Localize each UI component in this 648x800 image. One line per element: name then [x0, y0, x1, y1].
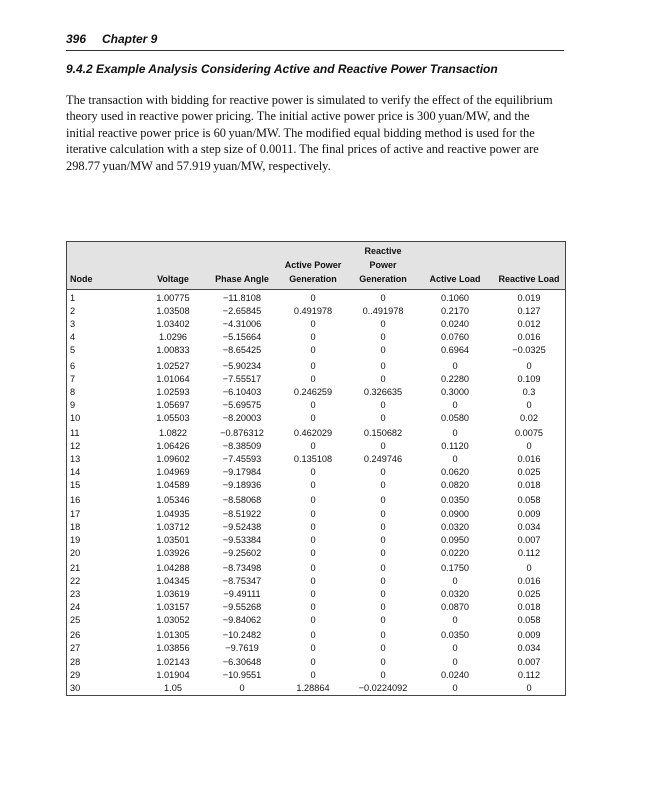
- table-cell: 0.0320: [440, 589, 470, 600]
- table-cell: −0.0325: [512, 345, 546, 356]
- table-cell: 0.491978: [293, 306, 333, 317]
- table-row: [67, 399, 565, 412]
- table-cell: 0.018: [517, 602, 541, 613]
- table-cell: −9.17984: [222, 467, 262, 478]
- table-cell: 0.009: [517, 630, 541, 641]
- table-row: [67, 588, 565, 601]
- table-cell: 0.012: [517, 319, 541, 330]
- table-cell: 0: [452, 615, 458, 626]
- table-cell: 0: [310, 441, 316, 452]
- table-cell: 0: [310, 576, 316, 587]
- table-cell: 0: [380, 495, 386, 506]
- table-cell: 0.025: [517, 467, 541, 478]
- table-cell: −9.18936: [222, 480, 262, 491]
- table-cell: −5.90234: [222, 360, 262, 371]
- table-cell: −8.20003: [222, 412, 262, 423]
- table-cell: 0: [380, 480, 386, 491]
- table-row: [67, 425, 565, 440]
- page-header: [66, 30, 564, 51]
- table-cell: 1.03052: [156, 615, 190, 626]
- table-cell: 7: [70, 373, 76, 384]
- table-cell: 0: [310, 345, 316, 356]
- table-cell: 0.007: [517, 656, 541, 667]
- table-row: [67, 642, 565, 655]
- table-cell: −9.25602: [222, 547, 262, 558]
- table-cell: 0: [380, 547, 386, 558]
- table-cell: 0.016: [517, 576, 541, 587]
- col-header-phase-angle: Phase Angle: [207, 242, 277, 290]
- table-cell: 1.04589: [156, 480, 190, 491]
- table-cell: 1.03712: [156, 521, 190, 532]
- table-cell: 0.2170: [440, 306, 470, 317]
- table-cell: 0: [310, 480, 316, 491]
- table-cell: 0.127: [517, 306, 541, 317]
- table-body: [67, 290, 565, 695]
- table-cell: −2.65845: [222, 306, 262, 317]
- table-cell: 1.05346: [156, 495, 190, 506]
- table-cell: 0.058: [517, 495, 541, 506]
- table-cell: 0: [310, 547, 316, 558]
- table-cell: 20: [70, 547, 81, 558]
- table-row: [67, 453, 565, 466]
- table-cell: 0.462029: [293, 427, 333, 438]
- table-cell: 0: [380, 562, 386, 573]
- table-cell: 15: [70, 480, 81, 491]
- table-row: [67, 290, 565, 306]
- table-cell: −8.75347: [222, 576, 262, 587]
- table-cell: 0.0870: [440, 602, 470, 613]
- table-cell: 0: [310, 589, 316, 600]
- table-cell: 1.28864: [296, 682, 330, 693]
- table-row: [67, 656, 565, 669]
- table-cell: 0: [310, 669, 316, 680]
- table-cell: 0: [310, 562, 316, 573]
- table-cell: −9.53384: [222, 534, 262, 545]
- table-cell: −0.876312: [220, 427, 264, 438]
- table-row: [67, 575, 565, 588]
- table-cell: 10: [70, 412, 81, 423]
- table-cell: 0: [526, 360, 532, 371]
- table-cell: 0: [380, 602, 386, 613]
- table-cell: 0: [310, 630, 316, 641]
- table-cell: 0: [310, 534, 316, 545]
- table-cell: 26: [70, 630, 81, 641]
- table-cell: 18: [70, 521, 81, 532]
- table-row: [67, 627, 565, 642]
- table-cell: 1.02143: [156, 656, 190, 667]
- table-cell: 0: [380, 332, 386, 343]
- table-cell: 28: [70, 656, 81, 667]
- table-cell: 0.0220: [440, 547, 470, 558]
- table-cell: 13: [70, 454, 81, 465]
- table-row: [67, 492, 565, 507]
- table-cell: 0.034: [517, 643, 541, 654]
- table-cell: 0.0350: [440, 495, 470, 506]
- table-cell: 23: [70, 589, 81, 600]
- table-cell: 0.135108: [293, 454, 333, 465]
- col-header-reactive-generation: Reactive Power Generation: [349, 242, 417, 290]
- table-cell: 0: [452, 427, 458, 438]
- table-cell: 0: [380, 319, 386, 330]
- table-row: [67, 466, 565, 479]
- section-title: 9.4.2 Example Analysis Considering Active and Reactive Power Transaction: [66, 62, 498, 76]
- table-cell: −8.58068: [222, 495, 262, 506]
- table-row: [67, 373, 565, 386]
- table-cell: 1.04969: [156, 467, 190, 478]
- table-cell: 1.03402: [156, 319, 190, 330]
- table-cell: 0: [310, 293, 316, 304]
- table-cell: 0.6964: [440, 345, 470, 356]
- table-cell: 1.03501: [156, 534, 190, 545]
- table-cell: 0: [380, 412, 386, 423]
- table-cell: 0: [310, 412, 316, 423]
- table-cell: 0.018: [517, 480, 541, 491]
- table-cell: 1.00775: [156, 293, 190, 304]
- table-cell: 0.016: [517, 454, 541, 465]
- table-cell: −5.15664: [222, 332, 262, 343]
- table-cell: 0: [380, 669, 386, 680]
- table-cell: 0: [452, 360, 458, 371]
- table-cell: 0: [310, 467, 316, 478]
- table-cell: 0.0320: [440, 521, 470, 532]
- table-cell: −8.51922: [222, 508, 262, 519]
- table-cell: 17: [70, 508, 81, 519]
- table-cell: 0.0075: [514, 427, 544, 438]
- table-cell: 0: [310, 319, 316, 330]
- table-cell: −9.7619: [225, 643, 259, 654]
- table-cell: −7.45593: [222, 454, 262, 465]
- table-row: [67, 669, 565, 682]
- table-cell: 1.04288: [156, 562, 190, 573]
- table-cell: 0: [452, 656, 458, 667]
- table-cell: 0.1750: [440, 562, 470, 573]
- table-cell: 1.01064: [156, 373, 190, 384]
- table-cell: 19: [70, 534, 81, 545]
- col-header-reactive-load: Reactive Load: [493, 242, 565, 290]
- table-cell: 0.246259: [293, 386, 333, 397]
- table-cell: −7.55517: [222, 373, 262, 384]
- table-cell: −9.55268: [222, 602, 262, 613]
- col-header-active-generation: Active Power Generation: [277, 242, 349, 290]
- table-cell: 0: [380, 293, 386, 304]
- table-cell: 0: [310, 373, 316, 384]
- table-cell: 0.249746: [363, 454, 403, 465]
- col-header-node: Node: [67, 242, 139, 290]
- table-cell: −5.69575: [222, 399, 262, 410]
- table-cell: 29: [70, 669, 81, 680]
- table-cell: 0.016: [517, 332, 541, 343]
- table-cell: 0: [380, 643, 386, 654]
- table-cell: 0.1120: [441, 441, 469, 452]
- table-cell: 22: [70, 576, 81, 587]
- table-cell: 0.0240: [440, 669, 470, 680]
- table-cell: 0: [452, 576, 458, 587]
- table-cell: 3: [70, 319, 76, 330]
- table-cell: 0: [380, 345, 386, 356]
- table-cell: −11.8108: [223, 293, 261, 304]
- table-cell: 25: [70, 615, 81, 626]
- table-cell: −8.38509: [222, 441, 262, 452]
- table-cell: 0.3000: [440, 386, 470, 397]
- table-row: [67, 412, 565, 425]
- table-cell: 0.0620: [440, 467, 470, 478]
- table-cell: −4.31006: [222, 319, 262, 330]
- table-cell: 0: [380, 576, 386, 587]
- table-row: [67, 682, 565, 695]
- table-cell: 5: [70, 345, 76, 356]
- table-cell: 0: [380, 508, 386, 519]
- table-cell: 0.025: [517, 589, 541, 600]
- table-cell: 0.0350: [440, 630, 470, 641]
- table-cell: 0: [310, 643, 316, 654]
- table-cell: 0: [310, 332, 316, 343]
- table-row: [67, 521, 565, 534]
- table-row: [67, 560, 565, 575]
- table-cell: 1: [70, 293, 76, 304]
- table-row: [67, 331, 565, 344]
- table-cell: 0: [526, 441, 532, 452]
- table-cell: 1.02527: [156, 360, 190, 371]
- table-row: [67, 440, 565, 453]
- table-cell: 1.03157: [156, 602, 190, 613]
- table-cell: −10.2482: [222, 630, 262, 641]
- table-cell: 0.326635: [363, 386, 403, 397]
- table-cell: 0: [310, 615, 316, 626]
- table-cell: −9.52438: [222, 521, 262, 532]
- body-paragraph: The transaction with bidding for reactive power is simulated to verify the effect of the equilibrium theory used in reactive power pricing. The initial active power price is 300 yuan/MW, and the initial reactive power price is 60 yuan/MW. The modified equal bidding method is used for the iterative calculation with a step size of 0.0011. The final prices of active and reactive power are 298.77 yuan/MW and 57.919 yuan/MW, respectively.: [66, 93, 553, 173]
- table-cell: 0: [310, 495, 316, 506]
- table-cell: 0: [452, 643, 458, 654]
- table-cell: 0.0820: [440, 480, 470, 491]
- table-cell: 0.02: [520, 412, 538, 423]
- table-cell: 27: [70, 643, 81, 654]
- table-cell: 0: [380, 373, 386, 384]
- table-cell: 0.109: [517, 373, 541, 384]
- table-row: [67, 318, 565, 331]
- table-cell: 0: [310, 521, 316, 532]
- table-cell: 1.05697: [156, 399, 190, 410]
- table-cell: 0: [310, 399, 316, 410]
- table-cell: 0.034: [517, 521, 541, 532]
- table-cell: 0.0760: [440, 332, 470, 343]
- table-cell: 0: [380, 534, 386, 545]
- table-cell: 0: [380, 589, 386, 600]
- table-row: [67, 357, 565, 372]
- table-cell: 0.0240: [440, 319, 470, 330]
- table-cell: 0: [310, 602, 316, 613]
- table-cell: 1.04345: [156, 576, 190, 587]
- table-cell: 0: [380, 521, 386, 532]
- table-cell: −6.30648: [222, 656, 262, 667]
- table-cell: 1.01305: [156, 630, 190, 641]
- table-cell: 0.019: [517, 293, 541, 304]
- table-cell: 1.03926: [156, 547, 190, 558]
- table-cell: 0.112: [517, 669, 541, 680]
- table-cell: 1.0822: [158, 427, 188, 438]
- table-cell: 4: [70, 332, 76, 343]
- table-cell: 1.03856: [156, 643, 190, 654]
- table-cell: 0: [526, 399, 532, 410]
- table-cell: 16: [70, 495, 81, 506]
- table-cell: 12: [70, 441, 81, 452]
- table-row: [67, 479, 565, 492]
- table-cell: 0: [380, 467, 386, 478]
- table-cell: 1.03619: [156, 589, 190, 600]
- table-cell: 1.06426: [156, 441, 190, 452]
- table-cell: 0: [452, 454, 458, 465]
- table-row: [67, 344, 565, 357]
- table-cell: 1.05503: [156, 412, 190, 423]
- table-cell: 0.0950: [440, 534, 470, 545]
- table-cell: 0: [380, 630, 386, 641]
- table-cell: −9.84062: [222, 615, 262, 626]
- table-cell: 1.04935: [156, 508, 190, 519]
- table-cell: 0: [310, 360, 316, 371]
- table-cell: 0: [380, 441, 386, 452]
- table-cell: 0..491978: [362, 306, 404, 317]
- table-row: [67, 305, 565, 318]
- table-cell: −9.49111: [223, 589, 261, 600]
- chapter-label: Chapter 9: [102, 32, 158, 46]
- table-cell: 0: [526, 682, 532, 693]
- table-cell: 9: [70, 399, 76, 410]
- page-number: 396: [66, 32, 87, 46]
- table-cell: 0: [310, 656, 316, 667]
- table-row: [67, 534, 565, 547]
- table-row: [67, 547, 565, 560]
- table-cell: 0.2280: [440, 373, 470, 384]
- table-cell: 0.009: [517, 508, 541, 519]
- table-row: [67, 508, 565, 521]
- table-cell: 0.112: [517, 547, 541, 558]
- table-cell: 0: [380, 360, 386, 371]
- col-header-active-load: Active Load: [417, 242, 493, 290]
- table-cell: −10.9551: [222, 669, 262, 680]
- table-cell: 24: [70, 602, 81, 613]
- table-cell: 0.0580: [440, 412, 470, 423]
- table-cell: 1.03508: [156, 306, 190, 317]
- table-cell: 1.01904: [156, 669, 190, 680]
- table-cell: 0: [380, 399, 386, 410]
- table-cell: 1.00833: [156, 345, 190, 356]
- table-cell: 14: [70, 467, 81, 478]
- table-cell: 1.05: [164, 682, 182, 693]
- table-row: [67, 614, 565, 627]
- table-cell: 1.0296: [158, 332, 188, 343]
- table-cell: 11: [70, 427, 80, 438]
- table-header-row: [67, 242, 565, 290]
- table-cell: 0.1060: [440, 293, 470, 304]
- col-header-voltage: Voltage: [139, 242, 207, 290]
- table-cell: −8.73498: [222, 562, 262, 573]
- table-cell: 8: [70, 386, 76, 397]
- table-cell: 0: [380, 656, 386, 667]
- table-cell: 0: [452, 399, 458, 410]
- table-cell: 0.058: [517, 615, 541, 626]
- table-cell: 0: [526, 562, 532, 573]
- table-cell: 6: [70, 360, 76, 371]
- table-cell: 30: [70, 682, 81, 693]
- table-cell: 1.09602: [156, 454, 190, 465]
- table-cell: −6.10403: [222, 386, 262, 397]
- table-cell: 1.02593: [156, 386, 190, 397]
- table-cell: 0.007: [517, 534, 541, 545]
- table-cell: −8.65425: [222, 345, 262, 356]
- table-cell: 21: [70, 562, 81, 573]
- table-cell: 0: [452, 682, 458, 693]
- table-cell: 0: [310, 508, 316, 519]
- table-row: [67, 601, 565, 614]
- results-table: [66, 241, 566, 696]
- table-cell: −0.0224092: [358, 682, 408, 693]
- table-cell: 0.3: [522, 386, 536, 397]
- table-cell: 2: [70, 306, 76, 317]
- table-cell: 0: [380, 615, 386, 626]
- table-cell: 0: [239, 682, 245, 693]
- table-cell: 0.150682: [363, 427, 403, 438]
- table-cell: 0.0900: [440, 508, 470, 519]
- table-row: [67, 386, 565, 399]
